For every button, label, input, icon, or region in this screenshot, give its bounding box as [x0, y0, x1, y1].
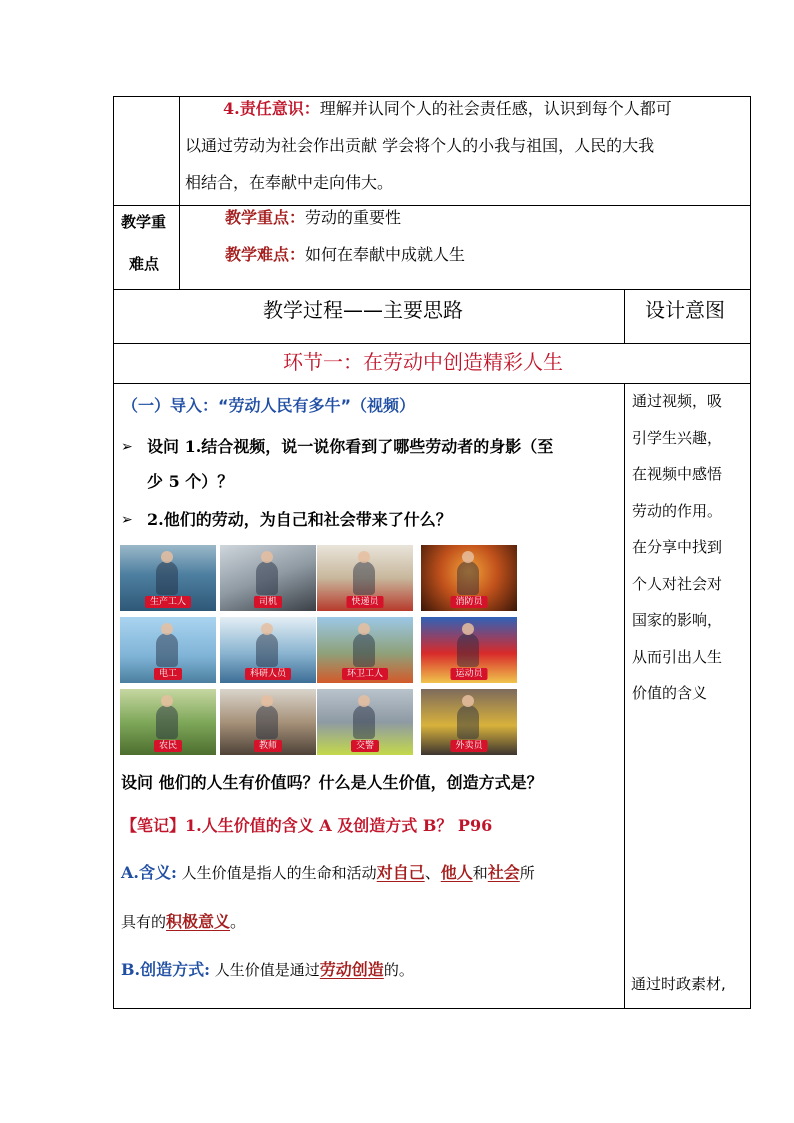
firefighter-photo — [421, 545, 517, 611]
design-intent-line: 在分享中找到 — [632, 538, 723, 556]
person-silhouette-icon — [457, 633, 479, 667]
occupation-label: 电工 — [154, 668, 182, 680]
factory-worker-photo — [120, 545, 216, 611]
design-intent-line: 在视频中感悟 — [632, 465, 723, 483]
design-intent-line: 劳动的作用。 — [632, 501, 723, 520]
occupation-label: 环卫工人 — [342, 668, 388, 680]
question-3-text: 他们的人生有价值吗？什么是人生价值，创造方式是？ — [153, 773, 543, 792]
researcher-photo — [220, 617, 316, 683]
driver-photo — [220, 545, 316, 611]
table-border-right — [750, 96, 751, 1009]
design-intent-bottom: 通过时政素材, — [631, 975, 726, 993]
responsibility-line-1 — [223, 99, 672, 119]
key-difficulty-header-2: 难点 — [129, 255, 160, 273]
occupation-label: 生产工人 — [145, 596, 191, 608]
difficulty-text: 如何在奉献中成就人生 — [305, 245, 466, 264]
key-term: 他人 — [440, 863, 473, 882]
design-intent-line: 通过视频，吸 — [632, 392, 723, 410]
person-silhouette-icon — [353, 633, 375, 667]
process-title: 教学过程——主要思路 — [263, 298, 463, 322]
teacher-photo — [220, 689, 316, 755]
table-border-left — [113, 96, 114, 1009]
meaning-label: A.含义: — [121, 863, 177, 882]
occupation-label: 外卖员 — [450, 740, 487, 752]
question-2: 2.他们的劳动，为自己和社会带来了什么？ — [147, 510, 452, 529]
question-1-continued: 少 5 个）？ — [147, 472, 234, 491]
occupation-label: 消防员 — [450, 596, 487, 608]
design-intent-line: 从而引出人生 — [632, 647, 723, 666]
person-silhouette-icon — [156, 705, 178, 739]
row-divider — [113, 383, 751, 384]
section-title: 环节一：在劳动中创造精彩人生 — [283, 350, 563, 374]
person-silhouette-icon — [256, 561, 278, 595]
key-point-label: 教学重点： — [225, 208, 306, 227]
responsibility-text: 理解并认同个人的社会责任感，认识到每个人都可 — [319, 99, 672, 118]
occupation-label: 运动员 — [450, 668, 487, 680]
row-divider — [113, 343, 751, 344]
difficulty-label: 教学难点： — [225, 245, 306, 264]
design-intent-line: 个人对社会对 — [632, 574, 723, 593]
person-silhouette-icon — [457, 705, 479, 739]
person-silhouette-icon — [353, 561, 375, 595]
question-prefix: 设问 — [147, 437, 180, 456]
occupation-label: 科研人员 — [245, 668, 291, 680]
creation-label: B.创造方式: — [121, 960, 211, 979]
arrow-bullet-icon: ➢ — [121, 439, 133, 455]
teaching-key-point — [225, 208, 401, 228]
key-term: 劳动创造 — [319, 960, 384, 979]
person-silhouette-icon — [256, 633, 278, 667]
design-intent-line: 国家的影响， — [632, 611, 723, 629]
question-1-text: 1.结合视频，说一说你看到了哪些劳动者的身影（至 — [179, 437, 554, 456]
question-1 — [147, 437, 553, 457]
traffic-police-photo — [317, 689, 413, 755]
column-divider — [179, 96, 180, 290]
responsibility-line-2: 以通过劳动为社会作出贡献 学会将个人的小我与祖国，人民的大我 — [185, 136, 655, 155]
intent-title: 设计意图 — [645, 298, 725, 322]
row-divider — [113, 289, 751, 290]
meaning-definition-line-2: 具有的积极意义。 — [121, 912, 247, 931]
teaching-difficulty — [225, 245, 465, 265]
courier-photo — [317, 545, 413, 611]
question-3 — [121, 773, 543, 793]
occupation-label: 快递员 — [346, 596, 383, 608]
electrician-photo — [120, 617, 216, 683]
key-term: 对自己 — [376, 863, 425, 882]
design-intent-line: 引学生兴趣， — [632, 428, 723, 447]
delivery-rider-photo — [421, 689, 517, 755]
sanitation-worker-photo — [317, 617, 413, 683]
item-number: 4. — [223, 99, 240, 118]
person-silhouette-icon — [256, 705, 278, 739]
meaning-definition-line-1: A.含义: 人生价值是指人的生命和活动对自己、他人和社会所 — [121, 863, 535, 882]
person-silhouette-icon — [353, 705, 375, 739]
person-silhouette-icon — [156, 561, 178, 595]
row-divider — [113, 205, 751, 206]
key-term: 社会 — [487, 863, 520, 882]
table-border-bottom — [113, 1008, 751, 1009]
table-border-top — [113, 96, 751, 97]
person-silhouette-icon — [457, 561, 479, 595]
column-divider — [624, 289, 625, 344]
occupation-label: 司机 — [254, 596, 282, 608]
column-divider — [624, 383, 625, 1009]
athlete-photo — [421, 617, 517, 683]
key-term: 积极意义 — [166, 912, 231, 931]
intro-title: （一）导入：“劳动人民有多牛”（视频） — [122, 396, 416, 415]
farmer-photo — [120, 689, 216, 755]
person-silhouette-icon — [156, 633, 178, 667]
occupation-label: 教师 — [254, 740, 282, 752]
occupation-label: 农民 — [154, 740, 182, 752]
question-prefix: 设问 — [121, 773, 154, 792]
design-intent-line: 价值的含义 — [632, 684, 708, 702]
key-difficulty-header-1: 教学重 — [121, 213, 167, 231]
arrow-bullet-icon: ➢ — [121, 512, 133, 528]
responsibility-line-3: 相结合，在奉献中走向伟大。 — [185, 173, 394, 192]
note-heading: 【笔记】1.人生价值的含义 A 及创造方式 B？ P96 — [121, 816, 493, 835]
occupation-label: 交警 — [351, 740, 379, 752]
responsibility-label: 责任意识： — [239, 99, 320, 118]
key-point-text: 劳动的重要性 — [305, 208, 402, 227]
creation-method-line: B.创造方式: 人生价值是通过劳动创造的。 — [121, 960, 414, 979]
